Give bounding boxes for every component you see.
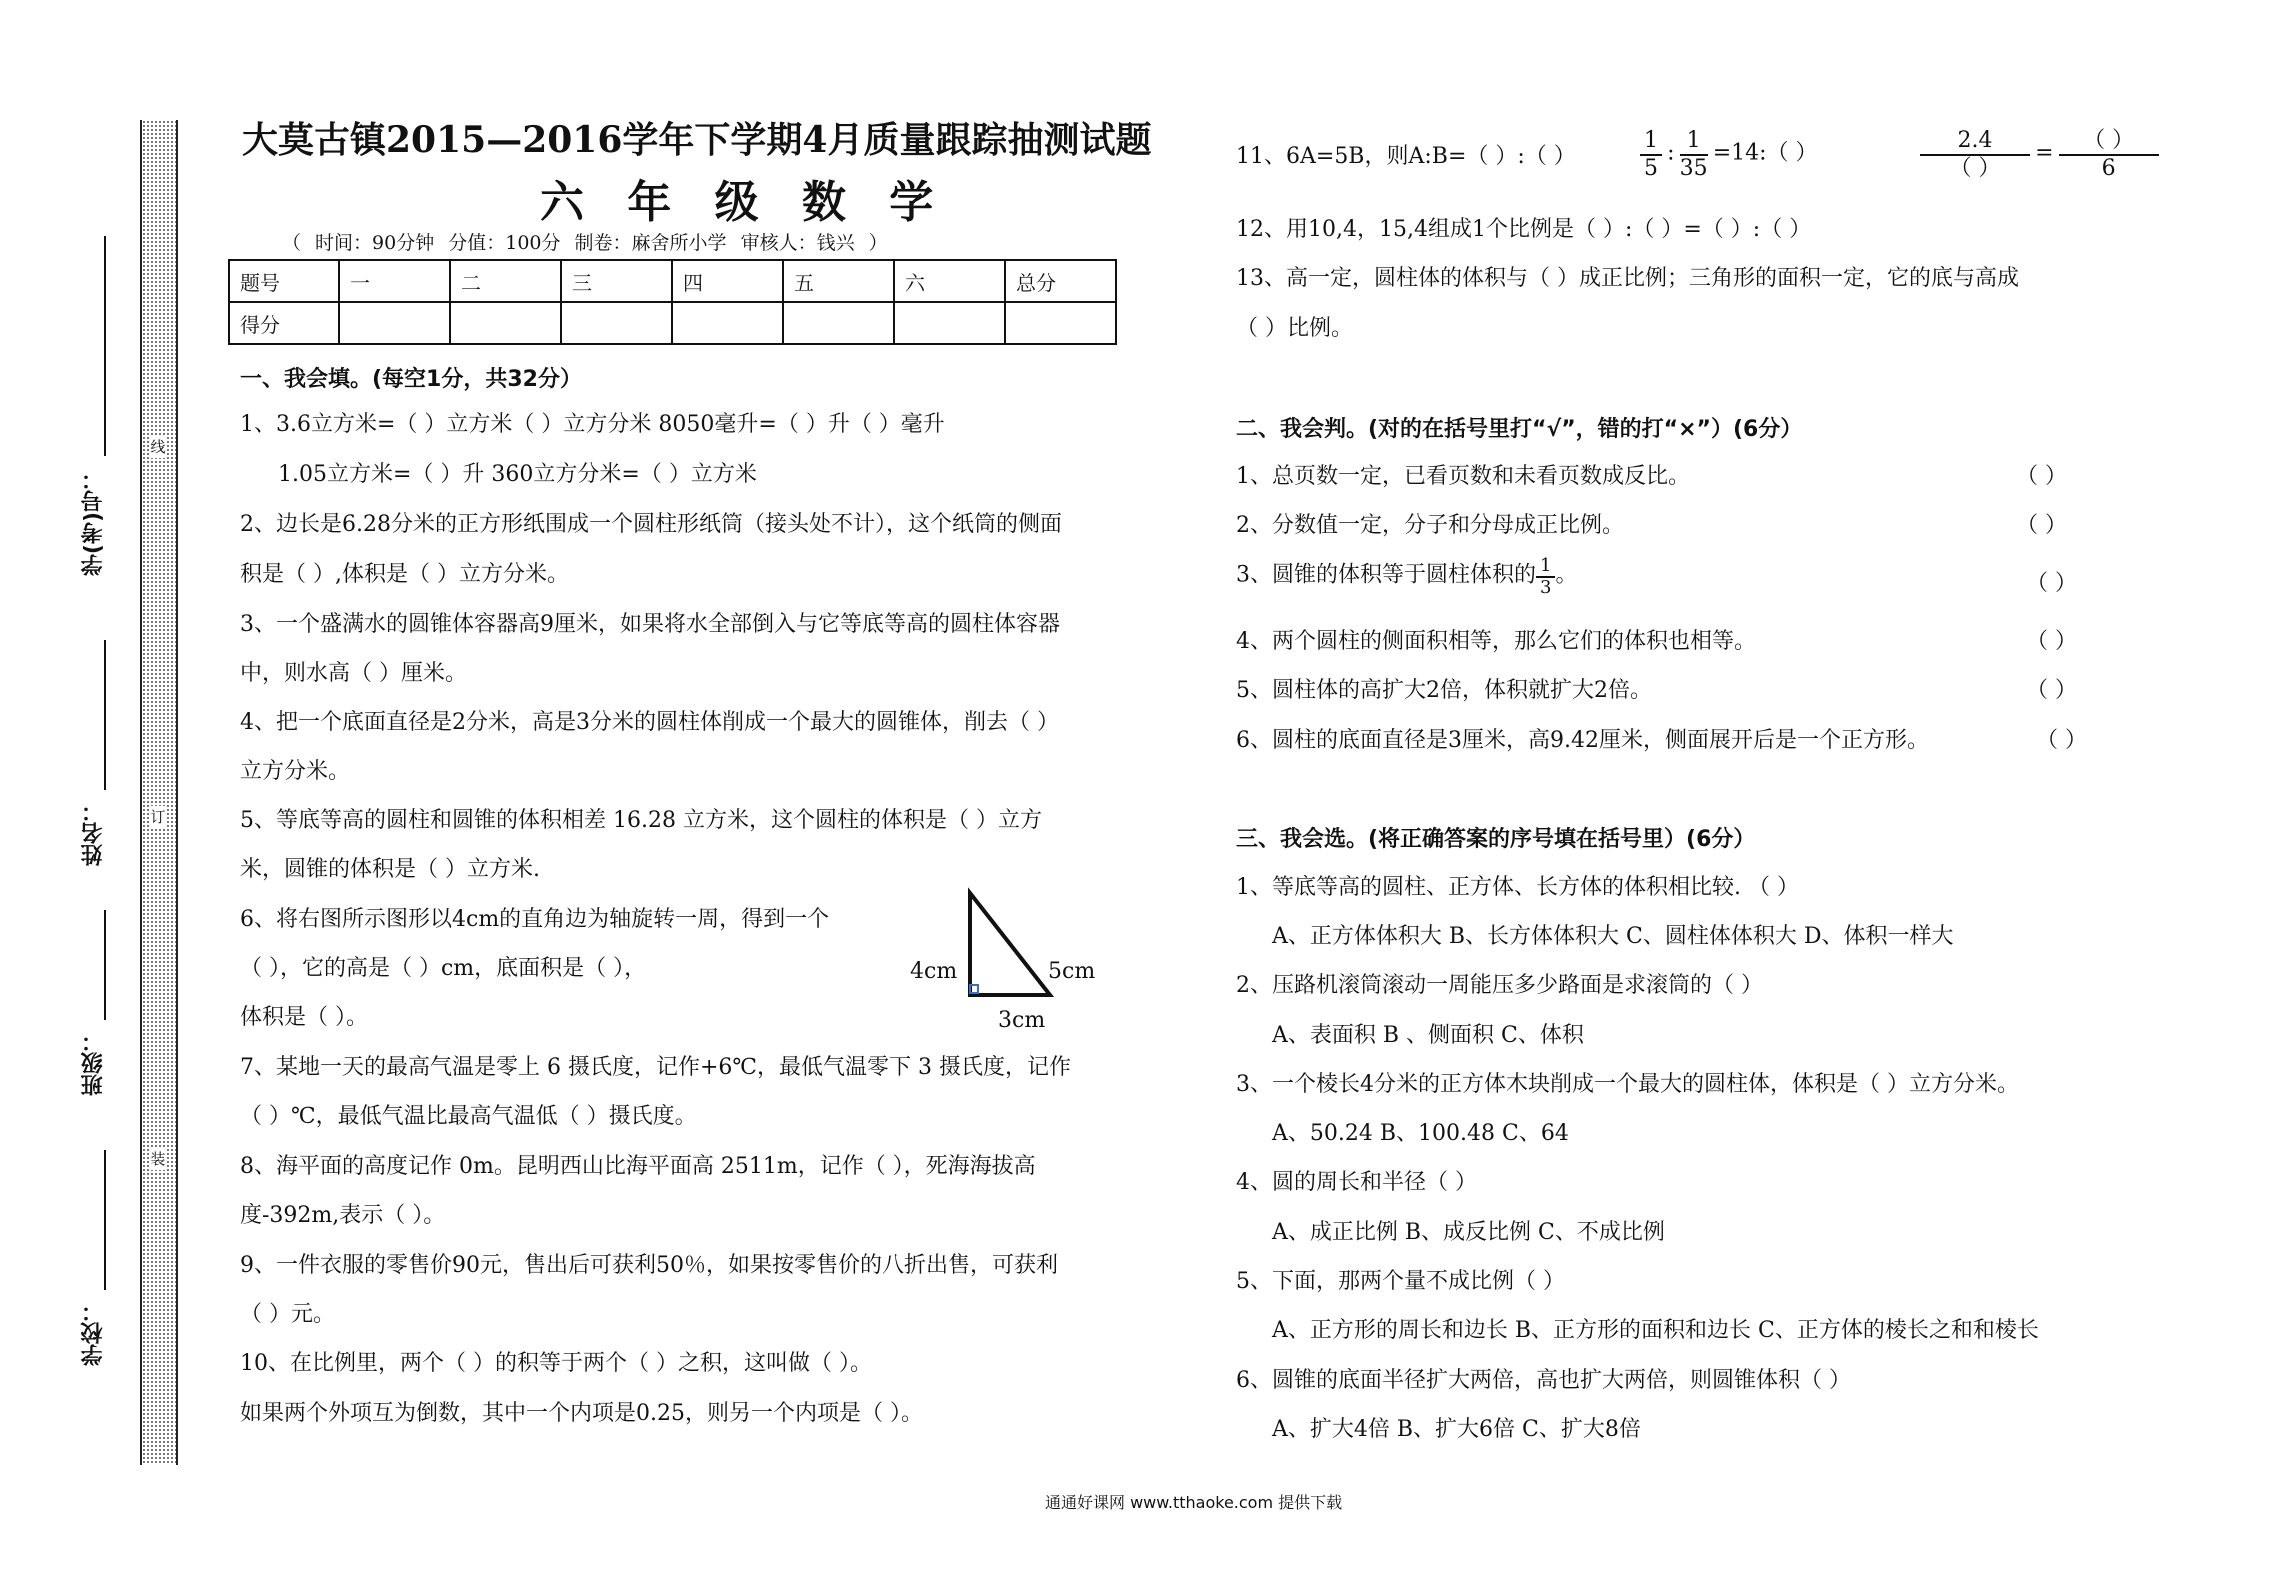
table-cell: 五 bbox=[783, 260, 894, 302]
choice-question: 2、压路机滚筒滚动一周能压多少路面是求滚筒的（ ） bbox=[1236, 973, 1763, 998]
question-line: 8、海平面的高度记作 0m。昆明西山比海平面高 2511m，记作（ ），死海海拔高 bbox=[240, 1154, 1036, 1179]
binding-label-bind: 装 bbox=[150, 1150, 166, 1168]
judge-item: 4、两个圆柱的侧面积相等，那么它们的体积也相等。 bbox=[1236, 629, 1756, 654]
triangle-label-4cm: 4cm bbox=[910, 959, 958, 984]
answer-paren[interactable]: （ ） bbox=[2026, 571, 2077, 596]
question-13: 13、高一定，圆柱体的体积与（ ）成正比例；三角形的面积一定，它的底与高成 bbox=[1236, 266, 2019, 291]
fraction bbox=[1640, 128, 1662, 182]
choice-question: 6、圆锥的底面半径扩大两倍，高也扩大两倍，则圆锥体积（ ） bbox=[1236, 1368, 1851, 1393]
table-cell: 得分 bbox=[229, 302, 339, 344]
question-line: 米，圆锥的体积是（ ）立方米. bbox=[240, 857, 540, 882]
q11-ratio-expression bbox=[1640, 128, 1818, 182]
question-line: 中，则水高（ ）厘米。 bbox=[240, 661, 467, 686]
judge-item-text: 。 bbox=[1555, 562, 1578, 588]
choice-question: 4、圆的周长和半径（ ） bbox=[1236, 1170, 1477, 1195]
question-13-cont: （ ）比例。 bbox=[1236, 316, 1353, 341]
choice-options: A、扩大4倍 B、扩大6倍 C、扩大8倍 bbox=[1272, 1417, 1641, 1442]
table-cell: 六 bbox=[894, 260, 1005, 302]
judge-item-text: 3、圆锥的体积等于圆柱体积的 bbox=[1236, 562, 1536, 588]
answer-paren[interactable]: （ ） bbox=[2016, 513, 2067, 538]
q11-fraction-equation bbox=[1920, 128, 2159, 182]
class-label: 班级： bbox=[81, 1030, 106, 1096]
question-line: 10、在比例里，两个（ ）的积等于两个（ ）之积，这叫做（ ）。 bbox=[240, 1351, 872, 1376]
question-11: 11、6A=5B，则A:B=（ ）:（ ） bbox=[1236, 144, 1576, 169]
judge-item: 6、圆柱的底面直径是3厘米，高9.42厘米，侧面展开后是一个正方形。 bbox=[1236, 728, 1929, 753]
class-line bbox=[104, 910, 106, 1020]
section1-heading: 一、我会填。(每空1分，共32分） bbox=[240, 367, 582, 392]
name-label: 姓名： bbox=[81, 800, 106, 866]
score-table-score-row bbox=[229, 302, 1116, 344]
score-input-cell[interactable] bbox=[1005, 302, 1116, 344]
fraction-denominator: 6 bbox=[2101, 156, 2116, 181]
answer-paren[interactable]: （ ） bbox=[2026, 678, 2077, 703]
table-cell: 总分 bbox=[1005, 260, 1116, 302]
judge-item: 2、分数值一定，分子和分母成正比例。 bbox=[1236, 513, 1624, 538]
score-input-cell[interactable] bbox=[894, 302, 1005, 344]
binding-strip bbox=[140, 120, 178, 1465]
question-line: 1.05立方米=（ ）升 360立方分米=（ ）立方米 bbox=[278, 462, 757, 487]
section2-heading: 二、我会判。(对的在括号里打“√”，错的打“×”）(6分） bbox=[1236, 417, 1803, 442]
answer-paren[interactable]: （ ） bbox=[2016, 464, 2067, 489]
question-line: （ ）元。 bbox=[240, 1302, 335, 1327]
choice-question: 3、一个棱长4分米的正方体木块削成一个最大的圆柱体，体积是（ ）立方分米。 bbox=[1236, 1072, 2019, 1097]
student-id-line bbox=[104, 236, 106, 456]
score-table bbox=[228, 259, 1117, 345]
judge-item: 1、总页数一定，已看页数和未看页数成反比。 bbox=[1236, 464, 1690, 489]
fraction-numerator: 1 bbox=[1680, 128, 1708, 156]
binding-label-line: 线 bbox=[150, 438, 166, 456]
question-line: 7、某地一天的最高气温是零上 6 摄氏度，记作+6℃，最低气温零下 3 摄氏度，记作 bbox=[240, 1055, 1072, 1080]
fraction-denominator: 5 bbox=[1644, 156, 1658, 181]
fraction bbox=[2059, 128, 2159, 182]
question-line: 5、等底等高的圆柱和圆锥的体积相差 16.28 立方米，这个圆柱的体积是（ ）立方 bbox=[240, 808, 1042, 833]
exam-title: 大莫古镇2015—2016学年下学期4月质量跟踪抽测试题 bbox=[242, 119, 1152, 161]
fraction-numerator: 1 bbox=[1640, 128, 1662, 156]
answer-paren[interactable]: （ ） bbox=[2036, 728, 2087, 753]
question-line: 1、3.6立方米=（ ）立方米（ ）立方分米 8050毫升=（ ）升（ ）毫升 bbox=[240, 412, 945, 437]
choice-question: 5、下面，那两个量不成比例（ ） bbox=[1236, 1269, 1565, 1294]
question-line: 体积是（ ）。 bbox=[240, 1005, 368, 1030]
score-input-cell[interactable] bbox=[450, 302, 561, 344]
judge-item bbox=[1236, 556, 1577, 598]
fraction bbox=[1680, 128, 1708, 182]
score-input-cell[interactable] bbox=[339, 302, 450, 344]
binding-label-stitch: 订 bbox=[150, 808, 166, 826]
fraction bbox=[1536, 556, 1555, 598]
student-id-label: 学(考)号： bbox=[81, 468, 106, 577]
question-line: 度-392m,表示（ ）。 bbox=[240, 1203, 446, 1228]
exam-subject: 六 年 级 数 学 bbox=[540, 177, 948, 228]
equals-sign: = bbox=[2035, 140, 2054, 166]
choice-question: 1、等底等高的圆柱、正方体、长方体的体积相比较. （ ） bbox=[1236, 875, 1799, 900]
question-line: 9、一件衣服的零售价90元，售出后可获利50％，如果按零售价的八折出售，可获利 bbox=[240, 1253, 1058, 1278]
table-cell: 一 bbox=[339, 260, 450, 302]
table-cell: 二 bbox=[450, 260, 561, 302]
fraction-numerator: （ ） bbox=[2059, 128, 2159, 156]
score-table-header-row bbox=[229, 260, 1116, 302]
question-line: 4、把一个底面直径是2分米，高是3分米的圆柱体削成一个最大的圆锥体，削去（ ） bbox=[240, 710, 1059, 735]
ratio-tail: =14:（ ） bbox=[1712, 140, 1818, 166]
answer-paren[interactable]: （ ） bbox=[2026, 629, 2077, 654]
fraction-denominator: 3 bbox=[1540, 577, 1552, 598]
score-input-cell[interactable] bbox=[672, 302, 783, 344]
triangle-label-5cm: 5cm bbox=[1048, 959, 1096, 984]
fraction-denominator: 35 bbox=[1679, 156, 1708, 181]
question-12: 12、用10,4，15,4组成1个比例是（ ）:（ ）=（ ）:（ ） bbox=[1236, 217, 1812, 242]
question-line: 2、边长是6.28分米的正方形纸围成一个圆柱形纸筒（接头处不计），这个纸筒的侧面 bbox=[240, 512, 1062, 537]
fraction bbox=[1920, 128, 2030, 182]
question-line: （ ）℃，最低气温比最高气温低（ ）摄氏度。 bbox=[240, 1104, 697, 1129]
footer-note: 通通好课网 www.tthaoke.com 提供下载 bbox=[1045, 1493, 1343, 1512]
score-input-cell[interactable] bbox=[783, 302, 894, 344]
section3-heading: 三、我会选。(将正确答案的序号填在括号里）(6分） bbox=[1236, 827, 1756, 852]
school-label: 学校： bbox=[81, 1300, 106, 1366]
judge-item: 5、圆柱体的高扩大2倍，体积就扩大2倍。 bbox=[1236, 678, 1652, 703]
question-line: 6、将右图所示图形以4cm的直角边为轴旋转一周，得到一个 bbox=[240, 907, 830, 932]
choice-options: A、50.24 B、100.48 C、64 bbox=[1272, 1121, 1569, 1146]
question-line: 积是（ ）,体积是（ ）立方分米。 bbox=[240, 562, 569, 587]
school-line bbox=[104, 1150, 106, 1290]
fraction-denominator: （ ） bbox=[1949, 156, 2001, 181]
question-line: 立方分米。 bbox=[240, 759, 351, 784]
question-line: 如果两个外项互为倒数，其中一个内项是0.25，则另一个内项是（ ）。 bbox=[240, 1401, 923, 1426]
fraction-numerator: 2.4 bbox=[1920, 128, 2030, 156]
question-line: 3、一个盛满水的圆锥体容器高9厘米，如果将水全部倒入与它等底等高的圆柱体容器 bbox=[240, 612, 1060, 637]
exam-info: （ 时间：90分钟 分值：100分 制卷：麻舍所小学 审核人：钱兴 ） bbox=[282, 232, 888, 254]
triangle-label-3cm: 3cm bbox=[998, 1008, 1046, 1033]
choice-options: A、正方形的周长和边长 B、正方形的面积和边长 C、正方体的棱长之和和棱长 bbox=[1272, 1318, 2039, 1343]
table-cell: 四 bbox=[672, 260, 783, 302]
table-cell: 三 bbox=[561, 260, 672, 302]
question-line: （ ），它的高是（ ）cm，底面积是（ ）， bbox=[240, 956, 647, 981]
choice-options: A、成正比例 B、成反比例 C、不成比例 bbox=[1272, 1220, 1665, 1245]
name-line bbox=[104, 640, 106, 790]
table-cell: 题号 bbox=[229, 260, 339, 302]
score-input-cell[interactable] bbox=[561, 302, 672, 344]
choice-options: A、表面积 B 、侧面积 C、体积 bbox=[1272, 1023, 1584, 1048]
ratio-colon: : bbox=[1667, 140, 1675, 166]
choice-options: A、正方体体积大 B、长方体体积大 C、圆柱体体积大 D、体积一样大 bbox=[1272, 924, 1954, 949]
fraction-numerator: 1 bbox=[1536, 556, 1555, 578]
